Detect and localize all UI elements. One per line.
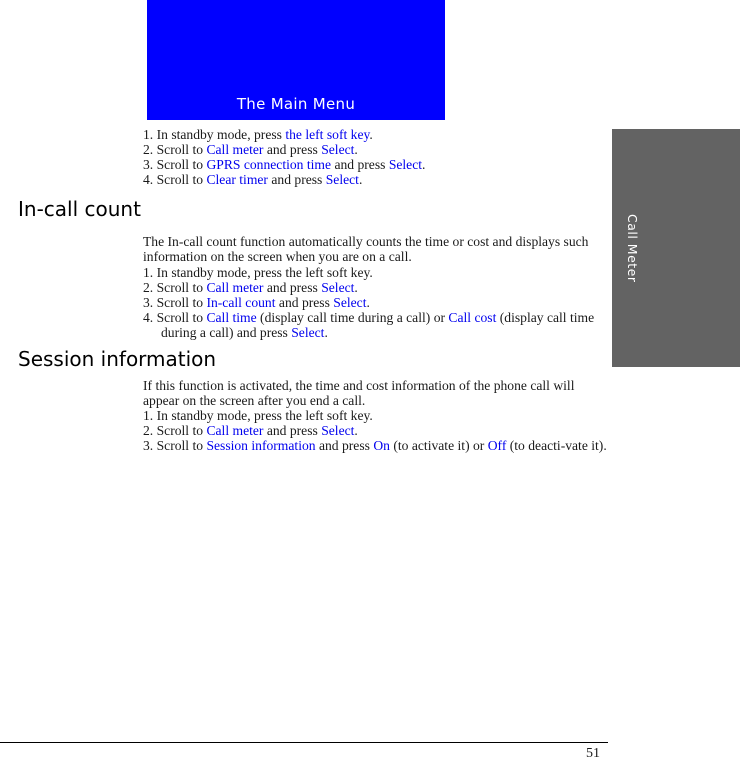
list-item: 3. Scroll to In-call count and press Select.: [143, 295, 370, 310]
list-item: 2. Scroll to Call meter and press Select.: [143, 280, 358, 295]
list-item: 3. Scroll to Session information and press On (to activate it) or Off (to deacti-vate it).: [143, 438, 607, 453]
link: Call cost: [448, 310, 497, 325]
incall-steps-list: [143, 265, 605, 340]
list-item: 1. In standby mode, press the left soft key.: [143, 265, 373, 280]
main-menu-banner: [147, 0, 445, 120]
link: Select: [325, 172, 359, 187]
list-item: 4. Scroll to Clear timer and press Select.: [143, 172, 363, 187]
list-item: 2. Scroll to Call meter and press Select.: [143, 142, 358, 157]
link: Call meter: [206, 142, 264, 157]
banner-title: The Main Menu: [236, 95, 356, 113]
link: Select: [321, 280, 355, 295]
footer-divider: [0, 742, 608, 743]
link: the left soft key: [285, 127, 370, 142]
list-item: 3. Scroll to GPRS connection time and press Select.: [143, 157, 426, 172]
session-steps-list: [143, 408, 609, 453]
link: Select: [321, 142, 355, 157]
incall-heading: In-call count: [18, 197, 141, 221]
link: Select: [333, 295, 367, 310]
link: Select: [291, 325, 325, 340]
link: Off: [487, 438, 507, 453]
page-number: 51: [586, 746, 600, 761]
link: In-call count: [206, 295, 276, 310]
link: Call time: [206, 310, 257, 325]
list-item: 1. In standby mode, press the left soft key.: [143, 408, 373, 423]
incall-intro: The In-call count function automatically counts the time or cost and displays such information on the screen when you are on a call.: [143, 234, 589, 264]
list-item: 4. Scroll to Call time (display call time during a call) or Call cost (display call time during a call) and press Select.: [143, 310, 595, 340]
link: Clear timer: [206, 172, 268, 187]
chapter-tab-label: Call Meter: [625, 214, 640, 283]
chapter-side-tab: [612, 129, 740, 367]
gprs-steps-list: [143, 127, 425, 187]
link: On: [373, 438, 390, 453]
session-intro: If this function is activated, the time and cost information of the phone call will appear on the screen after you end a call.: [143, 378, 575, 408]
link: Select: [388, 157, 423, 172]
list-item: 1. In standby mode, press the left soft key.: [143, 127, 373, 142]
session-heading: Session information: [18, 347, 217, 371]
link: Call meter: [206, 423, 264, 438]
link: GPRS connection time: [206, 157, 332, 172]
link: Select: [321, 423, 355, 438]
list-item: 2. Scroll to Call meter and press Select.: [143, 423, 358, 438]
link: Call meter: [206, 280, 264, 295]
link: Session information: [206, 438, 316, 453]
